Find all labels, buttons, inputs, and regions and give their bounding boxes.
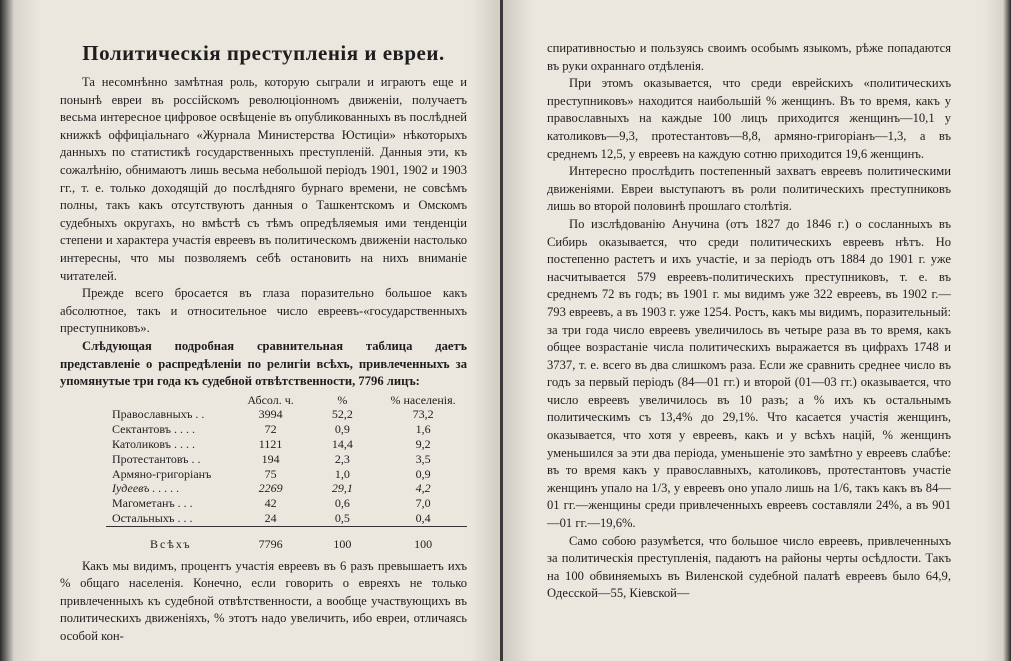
row-absolute: 42: [264, 496, 277, 511]
row-label: Остальныхъ . . .: [112, 511, 193, 526]
table-row: [106, 496, 467, 511]
second-paragraph: Прежде всего бросается въ глаза поразительно большое какъ абсолютное, такъ и относительное число евреевъ-«государственныхъ преступниковъ».: [60, 286, 467, 336]
header-absolute: Абсол. ч.: [247, 392, 294, 407]
row-label: Магометанъ . . .: [112, 496, 193, 511]
row-absolute: 3994: [258, 407, 283, 422]
table-row: [106, 452, 467, 467]
row-population-percent: 3,5: [415, 451, 431, 466]
row-absolute: 194: [261, 451, 280, 466]
right-page: [503, 0, 1011, 661]
header-percent: %: [337, 392, 348, 407]
row-percent: 0,9: [334, 422, 350, 437]
right-paragraph: спиративностью и пользуясь своимъ особымъ языкомъ, рѣже попадаются въ руки охраннаго отдѣленія.: [547, 41, 951, 73]
row-percent: 0,6: [334, 496, 350, 511]
total-population-percent: 100: [414, 536, 433, 551]
row-population-percent: 7,0: [415, 496, 431, 511]
table-header-row: [106, 393, 467, 408]
total-label: Всѣхъ: [150, 536, 192, 551]
left-page: [0, 0, 503, 661]
intro-paragraph: Та несомнѣнно замѣтная роль, которую сыграли и играютъ еще и понынѣ евреи въ россійскомъ революціонномъ движеніи, получаетъ весьма интересное цифровое освѣщеніе въ опубликованныхъ въ послѣдней книжкѣ оффиціальнаго «Журнала Министерства Юстиціи» нѣкоторыхъ данныхъ по статистикѣ государственныхъ преступленій. Данныя эти, къ сожалѣнію, обнимаютъ лишь весьма небольшой періодъ 1901, 1902 и 1903 гг., т. е. только доходящій до послѣдняго бурнаго времени, не совсѣмъ полны, такъ какъ отсутствуютъ данныя о Ташкентскомъ и Омскомъ судебныхъ округахъ, но вмѣстѣ съ тѣмъ опредѣляемыя ими тенденціи степени и характера участія евреевъ въ политическомъ движеніи настолько интересны, что мы позволяемъ себѣ остановить на нихъ вниманіе читателей.: [60, 75, 467, 283]
row-population-percent: 9,2: [415, 437, 431, 452]
header-population-percent: % населенія.: [390, 392, 456, 407]
right-paragraph: По изслѣдованію Анучина (отъ 1827 до 1846 г.) о сосланныхъ въ Сибирь оказывается, что среди политическихъ евреевъ нѣтъ. Но постепенно растетъ и ихъ участіе, и за періодъ отъ 1884 до 1901 г. уже насчитывается 579 евреевъ-политическихъ преступниковъ, т. е. въ среднемъ 72 въ годъ; въ 1901 г. мы видимъ уже 322 евреевъ, въ 1902 г.—793 евреевъ, а въ 1903 г. уже 1254. Ростъ, какъ мы видимъ, поразительный: за три года число евреевъ увеличилось въ четыре раза въ то время, какъ общее возрастаніе числа политическихъ выражается въ цифрахъ 1748 и 3737, т. е. всего въ два слишкомъ раза. Если же сравнить среднее число въ годъ за первый періодъ (84—01 гг.) и второй (01—03 гг.) оказывается, что число евреевъ увеличилось въ 10 разъ; а % ихъ къ остальнымъ политическимъ съ 13,4% до 29,1%. Что касается участія женщинъ, оказывается, что хотя у евреевъ, какъ и у всѣхъ націй, % женщинъ уменьшился за эти два періода, уменьшеніе это замѣтно у евреевъ слабѣе: въ то время какъ у православныхъ, католиковъ, протестантовъ участіе женщинъ упало на 1/3, у евреевъ оно упало лишь на 1/6, такъ какъ въ 84—01 гг.—женщины среди привлеченныхъ евреевъ составляли 24%, а въ 901—01 гг.—19,6%.: [547, 216, 951, 531]
table-row: [106, 481, 467, 496]
row-population-percent: 0,9: [415, 466, 431, 481]
row-percent: 2,3: [334, 451, 350, 466]
article-title: Политическія преступленія и евреи.: [82, 41, 445, 65]
after-table-paragraph: Какъ мы видимъ, процентъ участія евреевъ въ 6 разъ превышаетъ ихъ % общаго населенія. Конечно, если говорить о евреяхъ не только привлеченныхъ къ судебной отвѣтственности, а вообще участвующихъ въ политическихъ движеніяхъ, % этотъ надо увеличить, ибо евреи, отличаясь особой кон-: [60, 558, 467, 644]
table-row: [106, 437, 467, 452]
row-absolute: 2269: [258, 481, 283, 496]
row-label: Армяно-григоріанъ: [112, 466, 212, 481]
row-label: Католиковъ . . . .: [112, 437, 195, 452]
row-label: Іудеевъ . . . . .: [112, 481, 180, 496]
right-page-body: [547, 40, 951, 603]
row-population-percent: 1,6: [415, 422, 431, 437]
row-percent: 52,2: [331, 407, 353, 422]
table-row: [106, 407, 467, 422]
row-label: Православныхъ . .: [112, 407, 205, 422]
table-intro-paragraph: Слѣдующая подробная сравнительная таблица даетъ представленіе о распредѣленіи по религіи всѣхъ, привлеченныхъ за упомянутые три года къ судебной отвѣтственности, 7796 лицъ:: [60, 338, 467, 389]
row-absolute: 75: [264, 466, 277, 481]
right-paragraph: Само собою разумѣется, что большое число евреевъ, привлеченныхъ за политическія преступленія, падаютъ на районы черты осѣдлости. Такъ на 100 обвиняемыхъ въ Виленской судебной палатѣ евреевъ было 64,9, Одесской—55, Кіевской—: [547, 533, 951, 601]
table-row: [106, 467, 467, 482]
total-absolute: 7796: [258, 536, 283, 551]
right-paragraph: Интересно прослѣдить постепенный захватъ евреевъ политическими движеніями. Евреи выступаютъ въ роли политическихъ преступниковъ лишь во второй половинѣ прошлаго столѣтія.: [547, 164, 951, 214]
right-paragraph: При этомъ оказывается, что среди еврейскихъ «политическихъ преступниковъ» находится наибольшій % женщинъ. Въ то время, какъ у православныхъ на каждые 100 лицъ приходится женщинъ—10,1 у католиковъ—9,3, протестантовъ—8,8, армяно-григоріанъ—1,3, а въ среднемъ 12,5, у евреевъ на каждую сотню приходится 19,6 женщинъ.: [547, 76, 951, 161]
row-percent: 29,1: [331, 481, 353, 496]
row-population-percent: 73,2: [412, 407, 434, 422]
row-absolute: 24: [264, 511, 277, 526]
row-population-percent: 4,2: [415, 481, 431, 496]
religion-stats-table: [106, 393, 467, 552]
row-absolute: 1121: [258, 437, 283, 452]
row-absolute: 72: [264, 422, 277, 437]
row-label: Протестантовъ . .: [112, 451, 201, 466]
total-percent: 100: [333, 536, 352, 551]
table-body: [106, 407, 467, 551]
table-row: [106, 422, 467, 437]
row-percent: 14,4: [331, 437, 353, 452]
table-row: [106, 511, 467, 526]
row-population-percent: 0,4: [415, 511, 431, 526]
row-percent: 0,5: [334, 511, 350, 526]
row-label: Сектантовъ . . . .: [112, 422, 195, 437]
row-percent: 1,0: [334, 466, 350, 481]
table-total-row: [106, 529, 467, 552]
